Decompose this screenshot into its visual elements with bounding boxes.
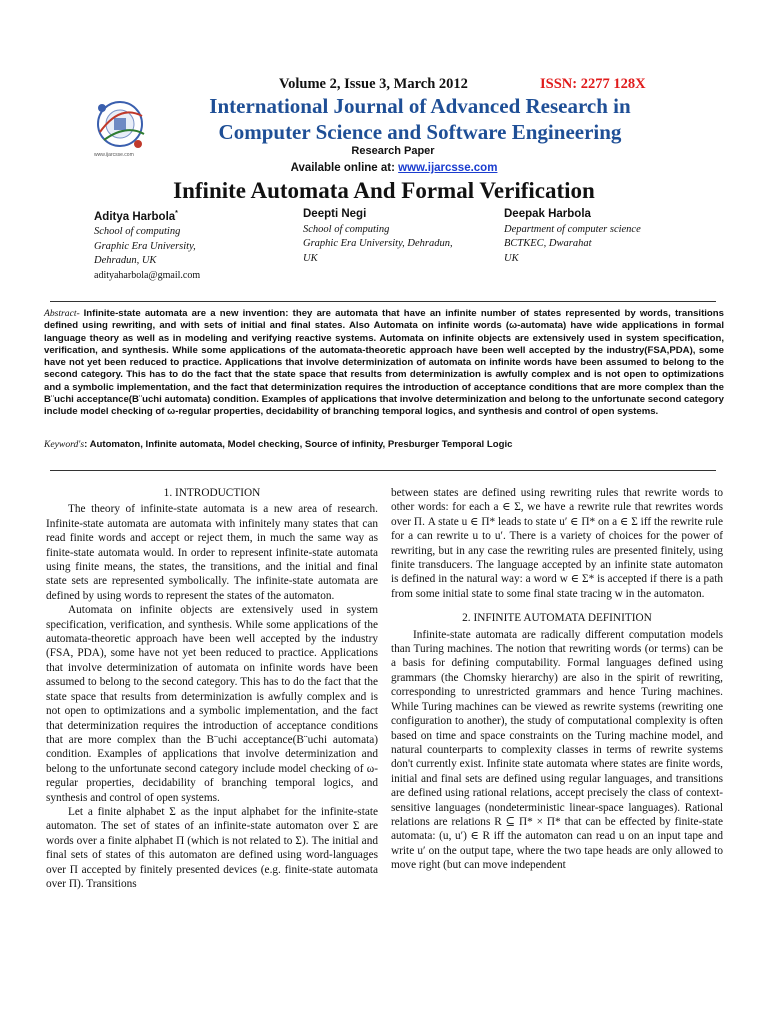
paragraph: between states are defined using rewriting rules that rewrite words to other words: for each a ∈ Σ, we have a rewrite rule that rewrites words over Π. A state u ∈ Π* leads to state u′ ∈ Π* on a ∈ Σ iff the rewrite rule for a can rewrite u to u′. There is a variety of choices for the power of rewriting, but in any case the rewriting rules are presented finitely, using finite transducers. The language accepted by an infinite state automaton is defined in the natural way: a word w ∈ Σ* is accepted if there is a path from some initial state to some final state tracing w in the automaton. <box>391 487 723 600</box>
author-affiliation: Graphic Era University, Dehradun, <box>303 238 453 249</box>
author-block <box>504 207 641 266</box>
abstract-label: Abstract- <box>44 308 84 319</box>
paragraph: The theory of infinite-state automata is a new area of research. Infinite-state automata are automata with infinitely many states that can read finite words and accept or reject them, in much the same way as finite-state automata would. In order to represent infinite-state automata using finite means, the states, the transitions, and the initial and final state sets are represented symbolically. The infinite-state automata are defined by using words to represent the states of the automaton. <box>46 503 378 602</box>
volume-issue: Volume 2, Issue 3, March 2012 <box>279 76 468 92</box>
paragraph: Let a finite alphabet Σ as the input alphabet for the infinite-state automaton. The set of states of an infinite-state automaton over Σ are words over a finite alphabet Π (which is not related to Σ). The initial and final sets of states of this automaton are defined using word-languages over Π accepted by finitely presented devices (e.g. finite-state automata over Π). Transitions <box>46 805 378 890</box>
keywords-text: : Automaton, Infinite automata, Model checking, Source of infinity, Presburger Temporal Logic <box>84 439 513 450</box>
author-name: Aditya Harbola* <box>94 210 178 223</box>
author-affiliation: Department of computer science <box>504 223 641 235</box>
author-affiliation: School of computing <box>303 223 390 235</box>
logo-url: www.ijarcsse.com <box>94 152 134 158</box>
author-affiliation: BCTKEC, Dwarahat <box>504 238 592 249</box>
paper-title: Infinite Automata And Formal Verification <box>173 178 595 203</box>
author-block <box>94 207 200 283</box>
author-email[interactable]: adityaharbola@gmail.com <box>94 269 201 281</box>
left-column <box>46 486 378 891</box>
volume-line <box>0 76 768 94</box>
right-column <box>391 486 723 873</box>
paragraph: Infinite-state automata are radically different computation models than Turing machines. The notion that rewriting words (or terms) can be a basis for defining computability. Formal languages defined using grammars (the Chomsky hierarchy) are also in the spirit of rewriting, corresponding to unrestricted grammars and hence Turing machines. While Turing machines can be viewed as rewrite systems (rewriting one configuration to another), the study of computational complexity is often based on time and space constraints on the Turing machine model, and natural counterparts to complexity classes in terms of rewrite systems don't currently exist. Infinite state automata where states are finite words, initial and final sets are defined using regular languages, and transitions are defined using rational relations, accept precisely the class of context-sensitive languages (nondeterministic linear-space languages). Rational relations are relations R ⊆ Π* × Π* that can be effected by finite-state automata: (u, u′) ∈ R iff the automaton can read u on an input tape and write u′ on the output tape, where the two tape heads are only allowed to move right (but can move independent <box>391 628 723 872</box>
author-affiliation: UK <box>303 252 318 264</box>
keywords-label: Keyword's <box>44 439 85 450</box>
journal-title-line-2: Computer Science and Software Engineering <box>218 120 622 144</box>
available-online <box>0 162 768 174</box>
author-affiliation: UK <box>504 252 519 264</box>
section-heading: 1. INTRODUCTION <box>163 487 261 499</box>
abstract <box>44 308 724 419</box>
abstract-body: Infinite-state automata are a new invention: they are automata that have an infinite number of states represented by words, transitions defined using rewriting, and with sets of initial and final states. Also Automata on infinite words (ω-automata) have wide applications in formal language theory as well as in modeling and verifying reactive systems. Automata on infinite objects are extensively used in system specification, verification, and synthesis. While some applications of the automata-theoretic approach have been well accepted by the industry(FSA,PDA), some have not yet been reduced to practice. Applications that involve determinization of automata on infinite words have been assumed to belong to the second category. This has to do the fact that the state space that results from determinization is awfully complex and is not open to optimizations and a symbolic implementation, and the fact that determinization requires the introduction of acceptance conditions that are more complex than the B¨uchi acceptance(B¨uchi automata) condition. Examples of applications that involve determinization and belong to the unfortunate second category include model checking of ω-regular properties, decidability of branching temporal logics, and synthesis and control of open systems. <box>44 308 724 418</box>
journal-website-link[interactable]: www.ijarcsse.com <box>398 162 498 174</box>
available-label: Available online at: <box>290 162 399 174</box>
issn: ISSN: 2277 128X <box>540 76 646 92</box>
author-affiliation: School of computing <box>94 226 181 238</box>
author-name: Deepak Harbola <box>504 208 591 220</box>
paper-type: Research Paper <box>351 145 435 157</box>
journal-title-line-1: International Journal of Advanced Research in <box>209 94 631 118</box>
paragraph: Automata on infinite objects are extensively used in system specification, verification, and synthesis. While some applications of the automata-theoretic approach have been well accepted by the industry (FSA, PDA), some have not yet been reduced to practice. Applications that involve determinization of automata on infinite words have been assumed to belong to the second category. This has to do the fact that the state space that results from determinization is awfully complex and is not open to optimizations and a symbolic implementation, and the fact that determinization requires the introduction of acceptance conditions that are more complex than the B¨uchi acceptance(B¨uchi automata) condition. Examples of applications that involve determinization and belong to the unfortunate second category include model checking of ω-regular properties, decidability of branching temporal logics, and synthesis and control of open systems. <box>46 604 378 804</box>
author-affiliation: Graphic Era University, <box>94 240 196 252</box>
author-name: Deepti Negi <box>303 208 367 220</box>
author-block <box>303 207 453 266</box>
keywords <box>44 439 724 450</box>
divider-bottom <box>50 470 716 471</box>
divider-top <box>50 301 716 302</box>
section-heading: 2. INFINITE AUTOMATA DEFINITION <box>462 612 652 625</box>
author-affiliation: Dehradun, UK <box>94 255 157 267</box>
